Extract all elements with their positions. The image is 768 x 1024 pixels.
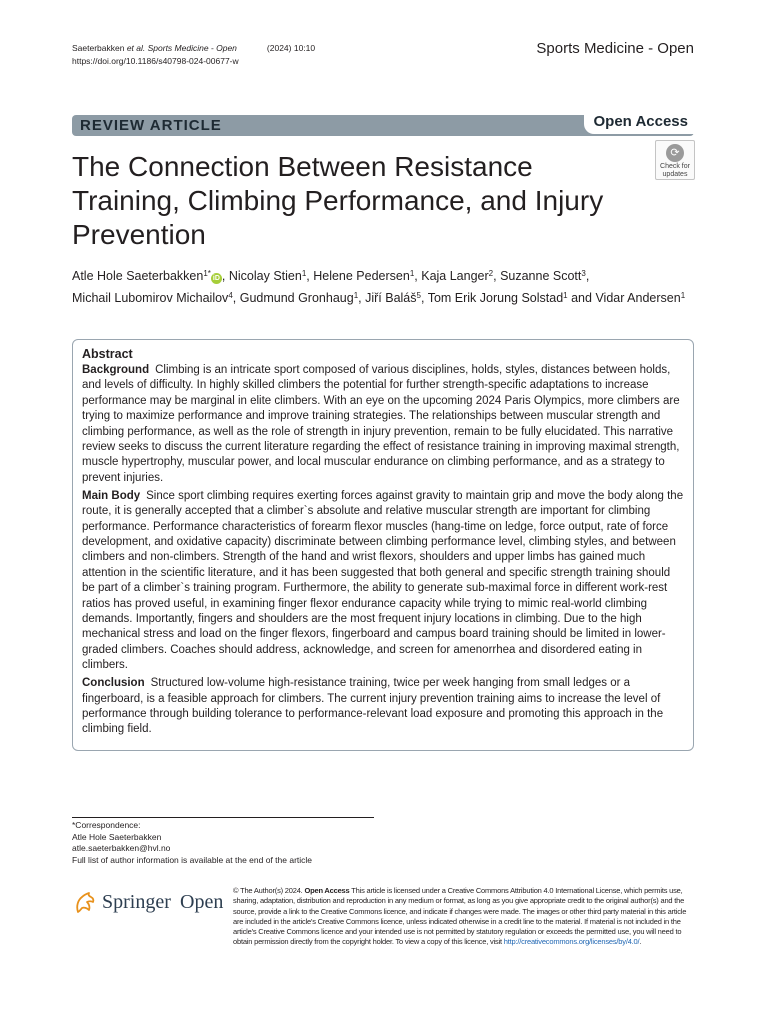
check-updates-label: Check for updates: [660, 163, 690, 178]
author-name: Suzanne Scott: [500, 269, 582, 283]
footnote-divider: [72, 817, 374, 818]
abstract-main-body: [82, 489, 685, 674]
author-name: Gudmund Gronhaug: [239, 291, 354, 305]
section-text: Climbing is an intricate sport composed of various disciplines, holds, styles, distances between holds, and levels of difficulty. In highly skilled climbers the potential for further strength-specific adaptations to increase performance may be marginal in elite climbers. With an eye on the upcoming 2024 Paris Olympics, more climbers are trying to maximize performance and improve training strategies. The relationships between muscular strength and climbing performance, as well as the role of strength in injury prevention, remain to be fully elucidated. This narrative review seeks to discuss the current literature regarding the effect of resistance training in improving maximal strength, muscle hypertrophy, muscular power, and local muscular endurance on climbing performance, and as a strategy to prevent injuries.: [82, 364, 680, 484]
author-info-note: Full list of author information is available at the end of the article: [72, 854, 313, 865]
abstract-background: [82, 363, 685, 486]
section-label: Main Body: [82, 489, 141, 502]
springer-horse-icon: [72, 890, 98, 916]
license-copyright: © The Author(s) 2024.: [233, 886, 303, 895]
author-name: Michail Lubomirov Michailov: [72, 291, 229, 305]
author-name: Helene Pedersen: [313, 269, 410, 283]
citation-author: Saeterbakken: [72, 43, 127, 53]
abstract-heading: Abstract: [82, 347, 133, 361]
check-updates-icon: ⟳: [666, 144, 684, 162]
citation-line: [72, 42, 315, 55]
correspondence-email[interactable]: atle.saeterbakken@hvl.no: [72, 843, 171, 853]
doi-link[interactable]: https://doi.org/10.1186/s40798-024-00677-w: [72, 56, 239, 66]
citation-year: (2024) 10:10: [266, 43, 316, 53]
license-end: .: [639, 937, 642, 947]
author-name: Kaja Langer: [421, 269, 489, 283]
correspondence-block: [72, 820, 312, 866]
section-text: Structured low-volume high-resistance training, twice per week hanging from small ledges or a fingerboard, is a feasible approach for climbers. The current injury prevention training aims to increase the level of performance through building tolerance to performance-relevant load exposure and promoting this approach in the climbing field.: [82, 677, 664, 736]
open-access-badge: Open Access: [584, 112, 695, 134]
publisher-suffix: Open: [180, 891, 224, 913]
citation-journal: et al. Sports Medicine - Open: [126, 43, 237, 53]
author-name: Vidar Andersen: [595, 291, 681, 305]
author-list: [72, 264, 712, 308]
abstract-box: [72, 339, 694, 751]
check-for-updates-button[interactable]: [655, 140, 695, 180]
section-label: Conclusion: [82, 677, 145, 690]
license-statement: [233, 886, 697, 948]
citation-header: [72, 42, 315, 68]
correspondence-name: Atle Hole Saeterbakken: [72, 831, 162, 842]
author-name: Tom Erik Jorung Solstad: [427, 291, 564, 305]
author-line-2: Michail Lubomirov Michailov$^4$, Gudmund Gronhaug$^1$, Jiří Baláš$^5$, Tom Erik Jorung Solstad$^1$ and Vidar Andersen$^1$: [72, 291, 686, 305]
license-link[interactable]: http://creativecommons.org/licenses/by/4.0/: [503, 937, 640, 947]
author-line-1: Atle Hole Saeterbakken$^{1*}$iD , Nicolay Stien$^1$, Helene Pedersen$^1$, Kaja Langer$^2$, Suzanne Scott$^3$,: [72, 269, 590, 283]
springer-open-logo: [72, 888, 224, 918]
article-type: REVIEW ARTICLE: [80, 117, 222, 134]
publisher-name: Springer: [102, 891, 171, 913]
section-label: Background: [82, 364, 150, 376]
section-text: Since sport climbing requires exerting forces against gravity to maintain grip and move the body along the route, it is generally accepted that a climber`s absolute and relative muscular strength are important for climbing performance. Performance characteristics of forearm flexor muscles (hang-time on ledge, force output, rate of force development, and oxidative capacity) discriminate between climbing performance level, climbing styles, and between climbers and non-climbers. Strength of the hand and wrist flexors, shoulders and upper limbs has gained much attention in the scientific literature, and it has been suggested that both general and specific strength training should be part of a climber`s training program. Furthermore, the ability to generate sub-maximal force in different work-rest ratios has proved useful, in examining finger flexor endurance capacity while trying to mimic real-world climbing demands. Importantly, fingers and shoulders are the most frequent injury locations in climbing. Due to the high mechanical stress and load on the finger flexors, fingerboard and campus board training should be limited in lower-graded climbers. Coaches should address, acknowledge, and screen for amenorrhea and disordered eating in climbers.: [82, 489, 684, 672]
license-open-access: Open Access: [304, 886, 350, 895]
license-text: This article is licensed under a Creative Commons Attribution 4.0 International License, which permits use, sharing, adaptation, distribution and reproduction in any medium or format, as long as you give appropriate credit to the original author(s) and the source, provide a link to the Creative Commons licence, and indicate if changes were made. The images or other third party material in this article are included in the article's Creative Commons licence, unless indicated otherwise in a credit line to the material. If material is not included in the article's Creative Commons licence and your intended use is not permitted by statutory regulation or exceeds the permitted use, you will need to obtain permission directly from the copyright holder. To view a copy of this licence, visit: [233, 886, 687, 947]
author-name: Nicolay Stien: [228, 269, 302, 283]
journal-name: Sports Medicine - Open: [536, 40, 694, 57]
author-name: Jiří Baláš: [365, 291, 417, 305]
abstract-conclusion: [82, 676, 685, 738]
orcid-icon[interactable]: iD: [212, 275, 220, 282]
article-title: The Connection Between Resistance Training, Climbing Performance, and Injury Prevention: [72, 151, 604, 250]
article-type-band: [72, 115, 694, 136]
author-name: Atle Hole Saeterbakken: [72, 269, 204, 283]
correspondence-label: *Correspondence:: [72, 820, 141, 830]
